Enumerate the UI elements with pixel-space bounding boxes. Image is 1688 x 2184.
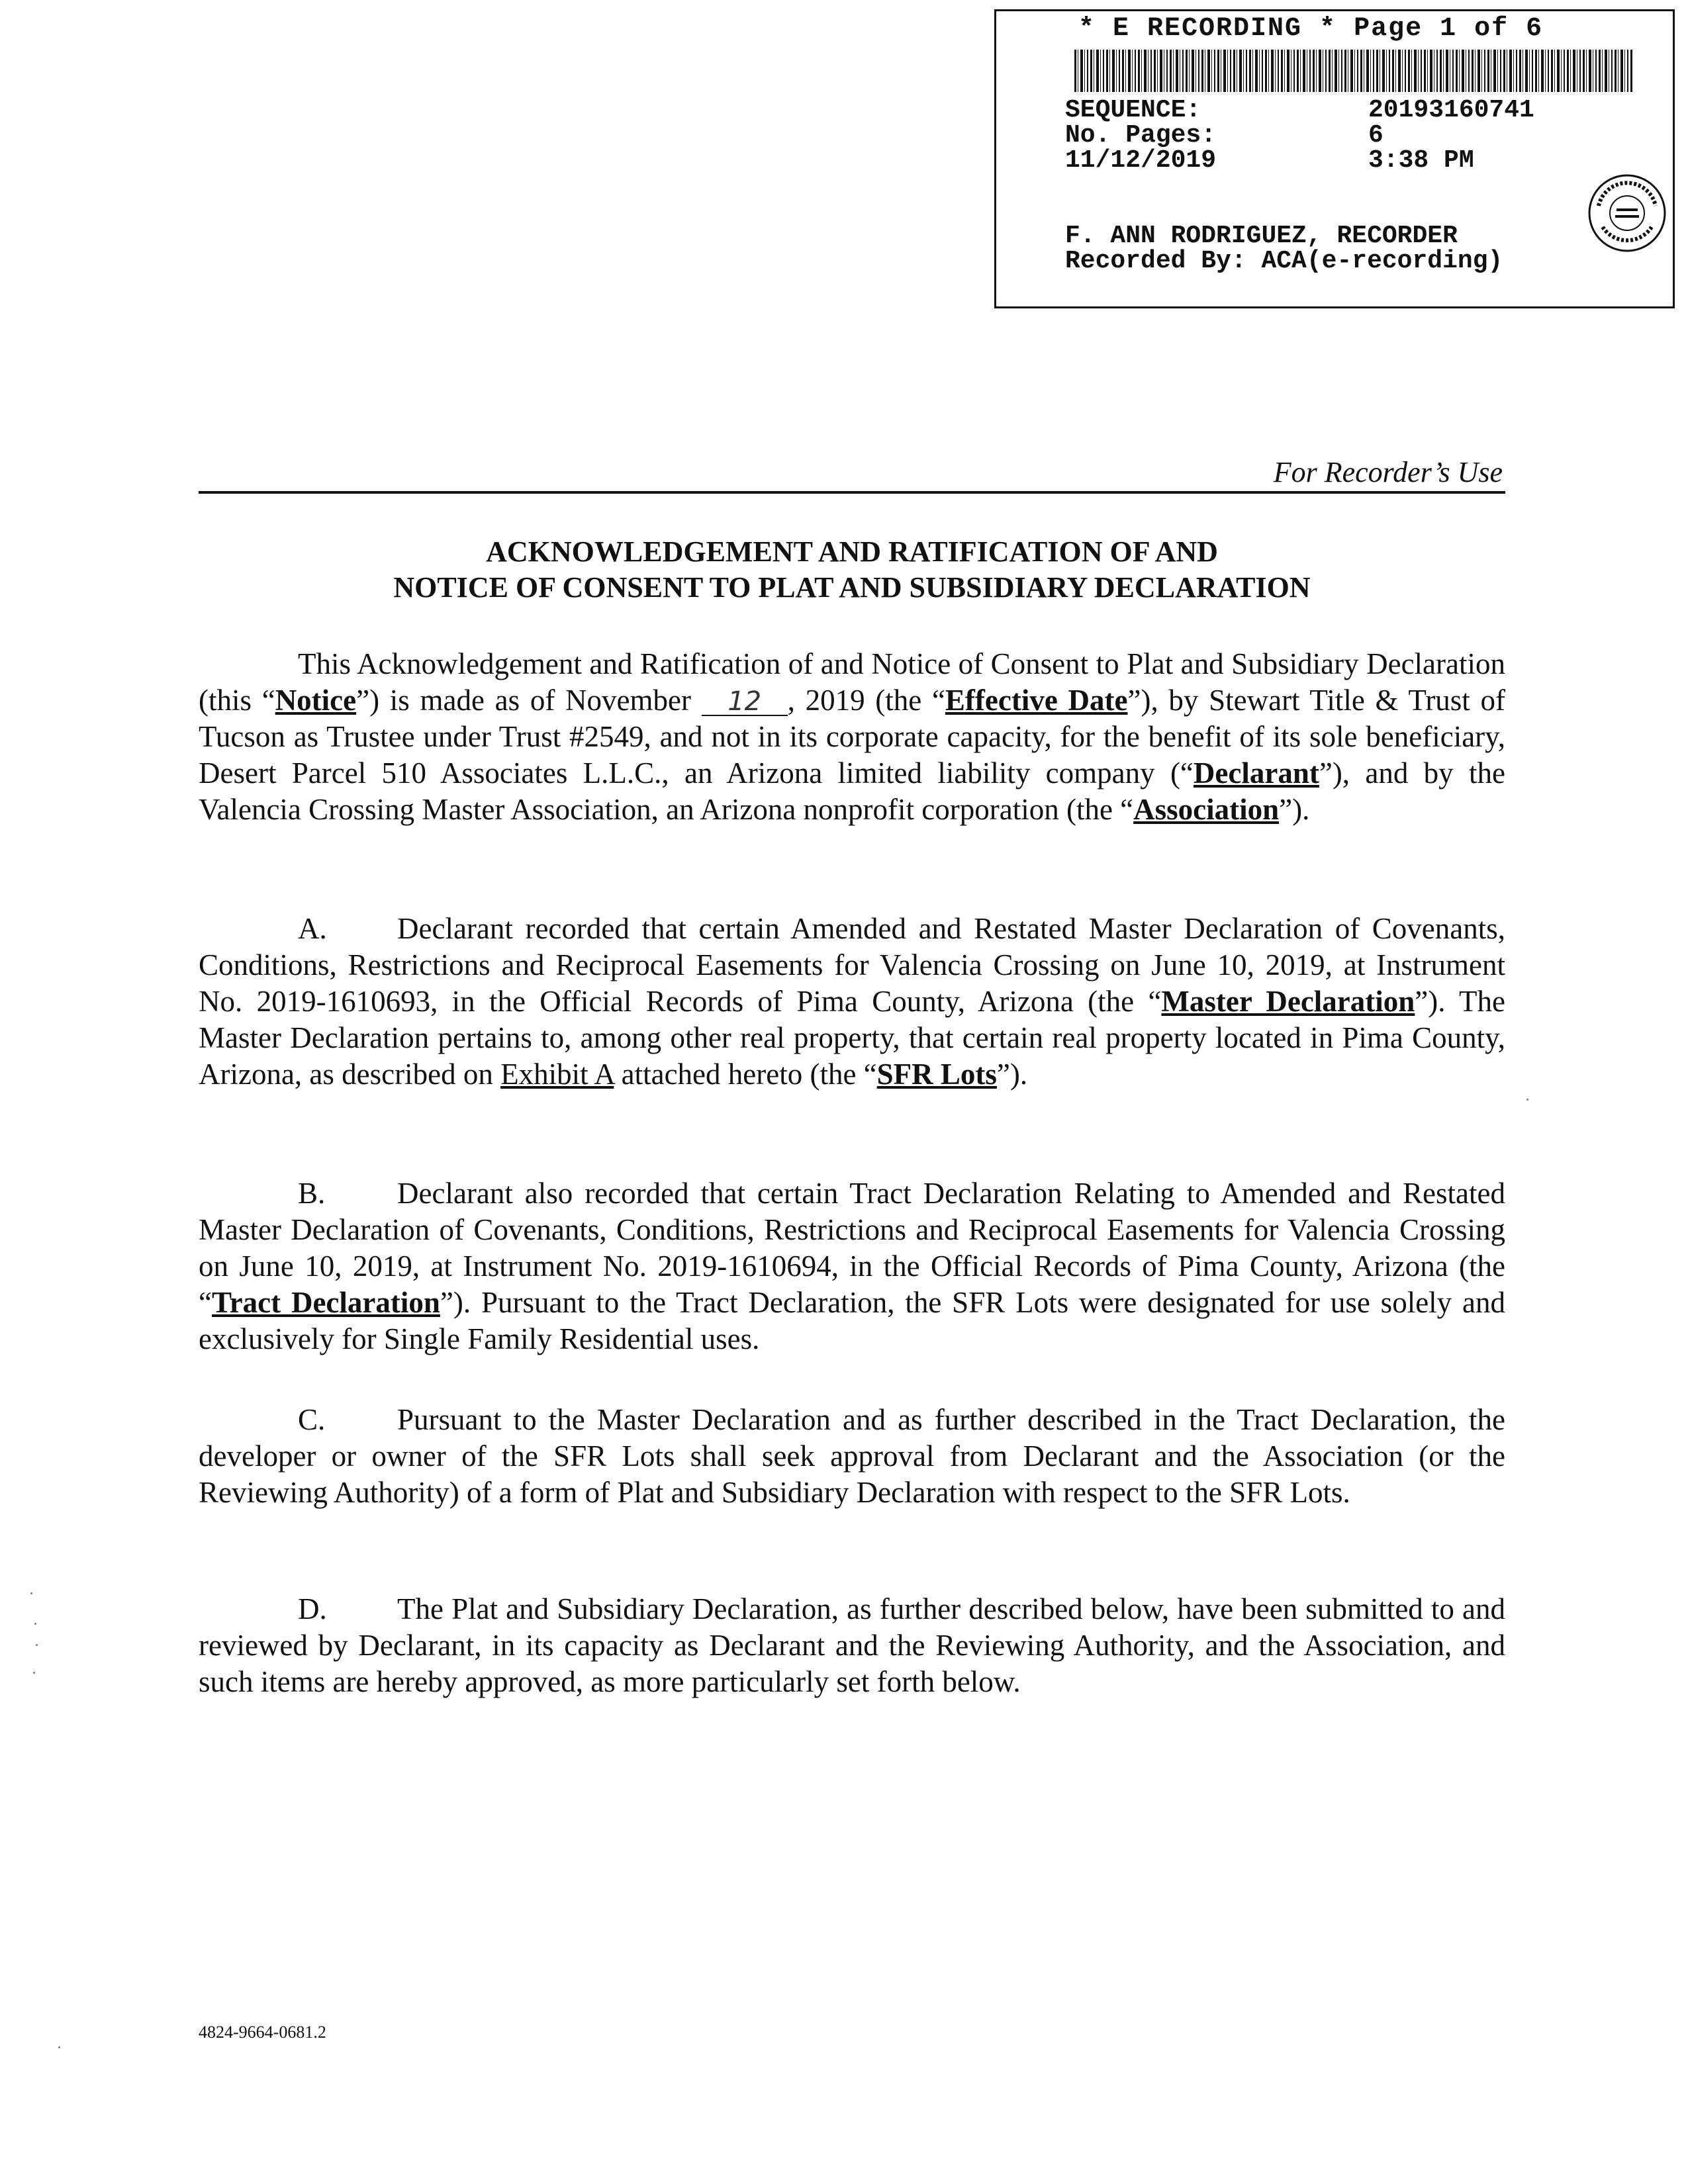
recital-a-label: A. (298, 912, 327, 945)
title-line-1: ACKNOWLEDGEMENT AND RATIFICATION OF AND (486, 535, 1218, 568)
pages-label: No. Pages: (1065, 121, 1217, 150)
recital-b: B. Declarant also recorded that certain Tract Declaration Relating to Amended and Restated Master Declaration of Covenants, Conditions, Restrictions and Reciprocal Easements for Valencia Crossing on June 10, 2019, at Instrument No. 2019-1610694, in the Official Records of Pima County, Arizona (the “Tract Declaration”). Pursuant to the Tract Declaration, the SFR Lots were designated for use solely and exclusively for Single Family Residential uses. (199, 1177, 1505, 1355)
sequence-label: SEQUENCE: (1065, 96, 1201, 124)
recital-c: C. Pursuant to the Master Declaration and as further described in the Tract Declaration, the developer or owner of the SFR Lots shall seek approval from Declarant and the Association (or the Reviewing Authority) of a form of Plat and Subsidiary Declaration with respect to the SFR Lots. (199, 1403, 1505, 1509)
intro-paragraph: This Acknowledgement and Ratification of and Notice of Consent to Plat and Subsidiary Declaration (this “Notice”) is made as of November 12 , 2019 (the “Effective Date”), by Stewart Title & Trust of Tucson as Trustee under Trust #2549, and not in its corporate capacity, for the benefit of its sole beneficiary, Desert Parcel 510 Associates L.L.C., an Arizona limited liability company (“Declarant”), and by the Valencia Crossing Master Association, an Arizona nonprofit corporation (the “Association”). (199, 647, 1505, 826)
defined-term-sfr-lots: SFR Lots (876, 1058, 997, 1091)
scan-speck (33, 1672, 35, 1674)
scan-speck (1526, 1099, 1528, 1101)
sequence-value: 20193160741 (1368, 96, 1534, 124)
scan-speck (30, 1592, 32, 1594)
county-seal-icon (1587, 173, 1667, 253)
scan-speck (58, 2046, 60, 2048)
defined-term-association: Association (1133, 793, 1280, 826)
recorder-name: F. ANN RODRIGUEZ, RECORDER (1065, 222, 1458, 250)
pages-value: 6 (1368, 121, 1383, 150)
recital-d: D. The Plat and Subsidiary Declaration, as further described below, have been submitted to and reviewed by Declarant, in its capacity as Declarant and the Reviewing Authority, and the Association, and such items are hereby approved, as more particularly set forth below. (199, 1592, 1505, 1698)
exhibit-a-reference: Exhibit A (500, 1058, 614, 1091)
recital-b-label: B. (298, 1177, 326, 1210)
recital-c-label: C. (298, 1403, 326, 1436)
record-date: 11/12/2019 (1065, 146, 1217, 175)
recording-stamp (994, 9, 1675, 308)
header-rule (199, 491, 1505, 494)
document-number: 4824-9664-0681.2 (199, 2023, 326, 2042)
recorder-use-label: For Recorder’s Use (1273, 456, 1503, 488)
scan-speck (36, 1644, 38, 1646)
recorded-by: Recorded By: ACA(e-recording) (1065, 247, 1503, 275)
barcode (1074, 50, 1633, 92)
defined-term-notice: Notice (275, 684, 357, 717)
title-line-2: NOTICE OF CONSENT TO PLAT AND SUBSIDIARY DECLARATION (393, 571, 1311, 604)
recital-a: A. Declarant recorded that certain Amended and Restated Master Declaration of Covenants, Conditions, Restrictions and Reciprocal Easements for Valencia Crossing on June 10, 2019, at Instrument No. 2019-1610693, in the Official Records of Pima County, Arizona (the “Master Declaration”). The Master Declaration pertains to, among other real property, that certain real property located in Pima County, Arizona, as described on Exhibit A attached hereto (the “SFR Lots”). (199, 912, 1505, 1091)
recital-d-label: D. (298, 1592, 327, 1625)
defined-term-master-declaration: Master Declaration (1161, 985, 1415, 1018)
defined-term-declarant: Declarant (1193, 756, 1319, 790)
defined-term-tract-declaration: Tract Declaration (211, 1286, 440, 1319)
defined-term-effective-date: Effective Date (945, 684, 1128, 717)
record-time: 3:38 PM (1368, 146, 1474, 175)
scan-speck (34, 1623, 36, 1625)
handwritten-day: 12 (702, 688, 788, 716)
stamp-header: * E RECORDING * Page 1 of 6 (1078, 14, 1544, 44)
